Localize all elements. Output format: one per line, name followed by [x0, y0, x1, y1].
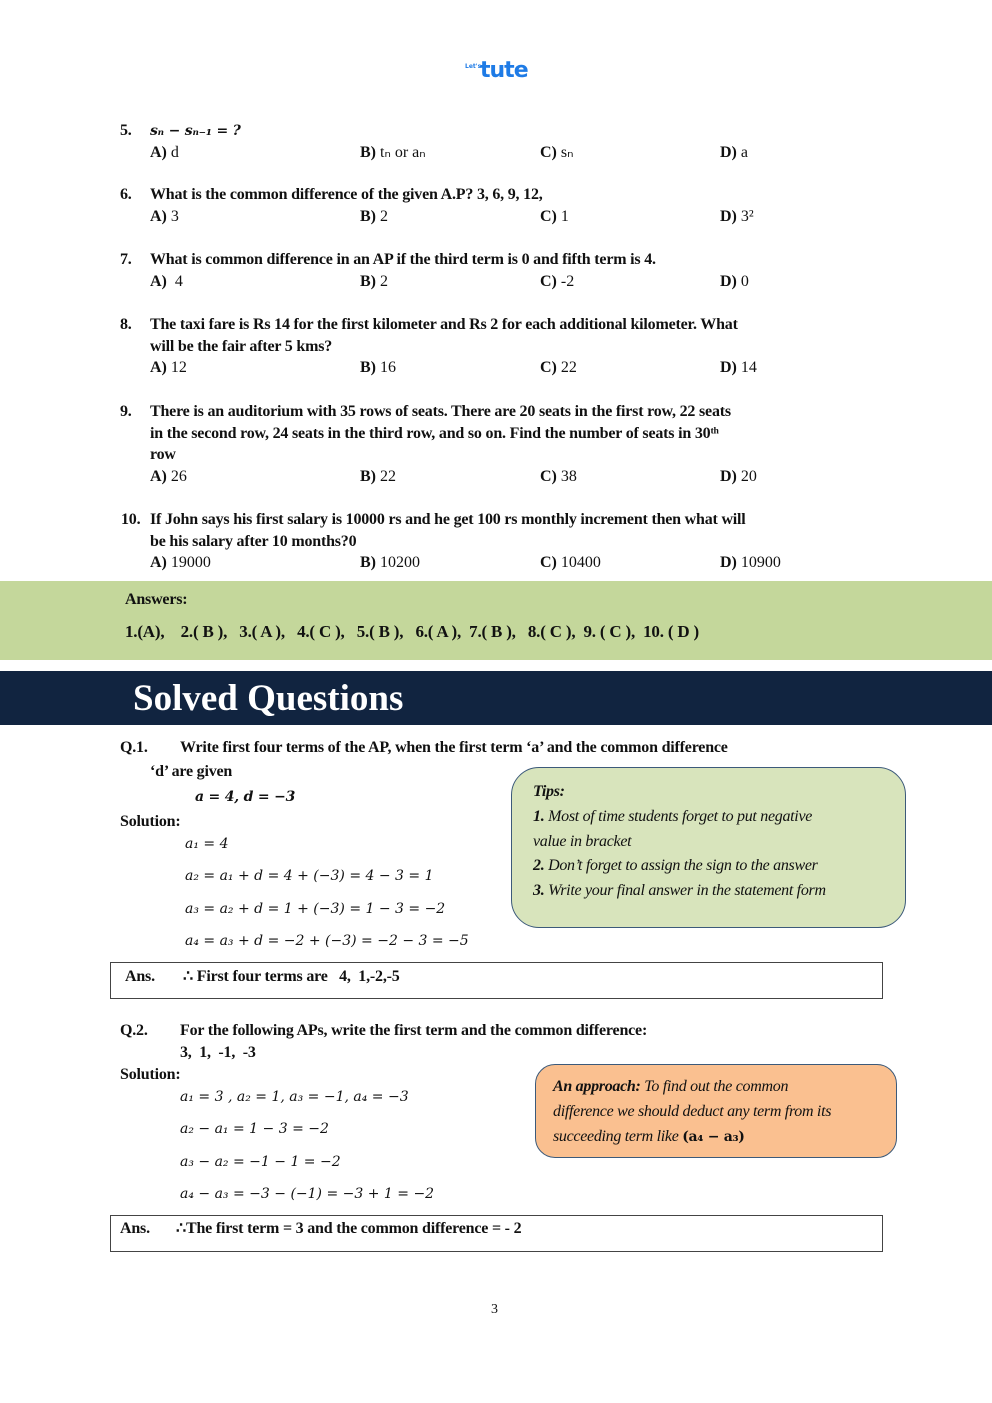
option-a	[150, 207, 179, 227]
option-c	[540, 553, 601, 573]
approach-line: succeeding term like (a₄ − a₃)	[553, 1128, 745, 1145]
option-d	[720, 553, 781, 573]
option-key: A)	[150, 554, 167, 571]
option-key: B)	[360, 144, 376, 161]
approach-line: difference we should deduct any term from its	[553, 1103, 832, 1120]
q1-step: a₄ = a₃ + d = −2 + (−3) = −2 − 3 = −5	[185, 933, 469, 949]
option-c	[540, 358, 577, 378]
q2-sequence: 3, 1, -1, -3	[180, 1044, 256, 1061]
option-a	[150, 553, 211, 573]
option-value: 3²	[740, 208, 754, 225]
option-b	[360, 143, 426, 163]
option-key: A)	[150, 144, 167, 161]
option-a	[150, 358, 187, 378]
option-key: B)	[360, 467, 376, 485]
option-key: C)	[540, 359, 557, 376]
option-value: 2	[380, 208, 388, 225]
option-b	[360, 358, 396, 378]
question-number: 9.	[120, 403, 132, 420]
option-d	[720, 207, 754, 227]
question-number: 10.	[121, 511, 141, 528]
option-value: 16	[380, 359, 396, 376]
question-text: If John says his first salary is 10000 rs and he get 100 rs monthly increment then what will	[150, 511, 746, 528]
option-key: A)	[150, 208, 167, 225]
option-key: C)	[540, 144, 557, 161]
question-text: in the second row, 24 seats in the third row, and so on. Find the number of seats in 30ᵗʰ	[150, 424, 719, 442]
option-value: 26	[170, 467, 187, 485]
option-key: C)	[540, 273, 557, 290]
logo-small-text: Let's	[465, 63, 482, 70]
q2-step: a₄ − a₃ = −3 − (−1) = −3 + 1 = −2	[180, 1186, 435, 1202]
option-value: 1	[560, 208, 569, 225]
section-heading: Solved Questions	[133, 678, 404, 719]
q2-step: a₁ = 3 , a₂ = 1, a₃ = −1, a₄ = −3	[180, 1089, 409, 1105]
question-text: be his salary after 10 months?0	[150, 532, 357, 550]
q1-given: a = 4, d = −3	[195, 789, 296, 805]
option-key: C)	[540, 554, 557, 571]
q2-text: For the following APs, write the first term and the common difference:	[180, 1022, 648, 1039]
option-c	[540, 207, 569, 227]
solved-questions-banner	[0, 671, 992, 725]
q1-number: Q.1.	[120, 739, 148, 756]
option-c	[540, 467, 577, 487]
option-key: D)	[720, 273, 737, 290]
approach-line: An approach: To find out the common	[553, 1078, 789, 1095]
logo-text: tute	[480, 58, 528, 83]
option-a	[150, 272, 183, 292]
option-key: B)	[360, 554, 376, 571]
question-number: 8.	[120, 316, 132, 333]
option-c	[540, 143, 574, 163]
q2-step: a₂ − a₁ = 1 − 3 = −2	[180, 1121, 329, 1137]
question-text: What is common difference in an AP if the third term is 0 and fifth term is 4.	[150, 251, 656, 268]
option-key: B)	[360, 273, 376, 290]
option-value: -2	[560, 273, 575, 290]
answers-list: 1.(A), 2.( B ), 3.( A ), 4.( C ), 5.( B ), 6.( A ), 7.( B ), 8.( C ), 9. ( C ), 10. ( D )	[125, 622, 699, 641]
ans-label: Ans.	[120, 1220, 150, 1237]
q2-number: Q.2.	[120, 1022, 148, 1039]
option-key: C)	[540, 208, 557, 225]
question-text: row	[150, 446, 176, 463]
option-value: 0	[740, 273, 749, 290]
option-key: C)	[540, 467, 557, 485]
option-key: B)	[360, 359, 376, 376]
option-b	[360, 553, 420, 573]
tip-item: 1. Most of time students forget to put negative	[533, 808, 813, 825]
option-value: 10900	[740, 554, 781, 571]
option-value: 12	[170, 359, 187, 376]
option-d	[720, 272, 749, 292]
approach-callout	[535, 1064, 897, 1158]
option-value: 14	[740, 359, 757, 376]
answers-band	[0, 581, 992, 660]
answers-title: Answers:	[125, 591, 188, 608]
tip-item: 3. Write your final answer in the statement form	[533, 882, 826, 899]
option-c	[540, 272, 574, 292]
q2-step: a₃ − a₂ = −1 − 1 = −2	[180, 1154, 341, 1170]
q1-text-2: ‘d’ are given	[150, 763, 233, 780]
option-key: A)	[150, 467, 167, 485]
option-a	[150, 143, 179, 163]
option-value: 19000	[170, 554, 211, 571]
option-value: 22	[560, 359, 577, 376]
option-value: 10200	[380, 554, 420, 571]
option-key: D)	[720, 359, 737, 376]
option-b	[360, 207, 388, 227]
question-text: What is the common difference of the given A.P? 3, 6, 9, 12,	[150, 186, 543, 203]
q1-answer-box	[110, 962, 883, 999]
option-value: 10400	[560, 554, 601, 571]
tip-item: value in bracket	[533, 833, 632, 850]
option-key: D)	[720, 144, 737, 161]
option-value: 38	[560, 467, 577, 485]
q1-text: Write first four terms of the AP, when the first term ‘a’ and the common difference	[180, 739, 728, 756]
q1-solution-label: Solution:	[120, 813, 181, 830]
option-value: 3	[170, 208, 179, 225]
option-d	[720, 467, 757, 487]
option-value: 22	[380, 467, 396, 485]
ans-label: Ans.	[125, 968, 155, 985]
option-value: d	[170, 144, 179, 161]
tips-callout	[511, 767, 906, 928]
option-key: B)	[360, 208, 376, 225]
option-key: D)	[720, 554, 737, 571]
option-key: D)	[720, 208, 737, 225]
question-text: The taxi fare is Rs 14 for the first kilometer and Rs 2 for each additional kilometer. What	[150, 316, 738, 333]
option-d	[720, 358, 757, 378]
q1-step: a₃ = a₂ + d = 1 + (−3) = 1 − 3 = −2	[185, 901, 446, 917]
question-text: will be the fair after 5 kms?	[150, 337, 333, 355]
page-number: 3	[491, 1302, 498, 1317]
option-d	[720, 143, 748, 163]
option-a	[150, 467, 187, 487]
tips-title: Tips:	[533, 783, 565, 800]
option-key: A)	[150, 359, 167, 376]
question-text: sₙ − sₙ₋₁ = ?	[150, 123, 241, 139]
q1-step: a₁ = 4	[185, 836, 229, 852]
q2-answer-box	[110, 1215, 883, 1252]
question-number: 5.	[120, 122, 132, 139]
option-key: D)	[720, 467, 737, 485]
option-value: 4	[170, 273, 183, 290]
option-value: tₙ or aₙ	[380, 144, 426, 161]
option-value: sₙ	[560, 144, 574, 161]
option-value: 20	[740, 467, 757, 485]
question-number: 7.	[120, 251, 132, 268]
q2-solution-label: Solution:	[120, 1066, 181, 1083]
question-text: There is an auditorium with 35 rows of seats. There are 20 seats in the first row, 22 seats	[150, 403, 731, 420]
option-value: a	[740, 144, 748, 161]
option-value: 2	[380, 273, 388, 290]
option-b	[360, 467, 396, 487]
question-number: 6.	[120, 186, 132, 203]
option-b	[360, 272, 388, 292]
ans-text: ∴ First four terms are 4, 1,-2,-5	[183, 968, 400, 985]
ans-text: ∴The first term = 3 and the common difference = - 2	[176, 1220, 522, 1237]
q1-step: a₂ = a₁ + d = 4 + (−3) = 4 − 3 = 1	[185, 868, 434, 884]
option-key: A)	[150, 273, 167, 290]
tip-item: 2. Don’t forget to assign the sign to the answer	[533, 857, 818, 874]
